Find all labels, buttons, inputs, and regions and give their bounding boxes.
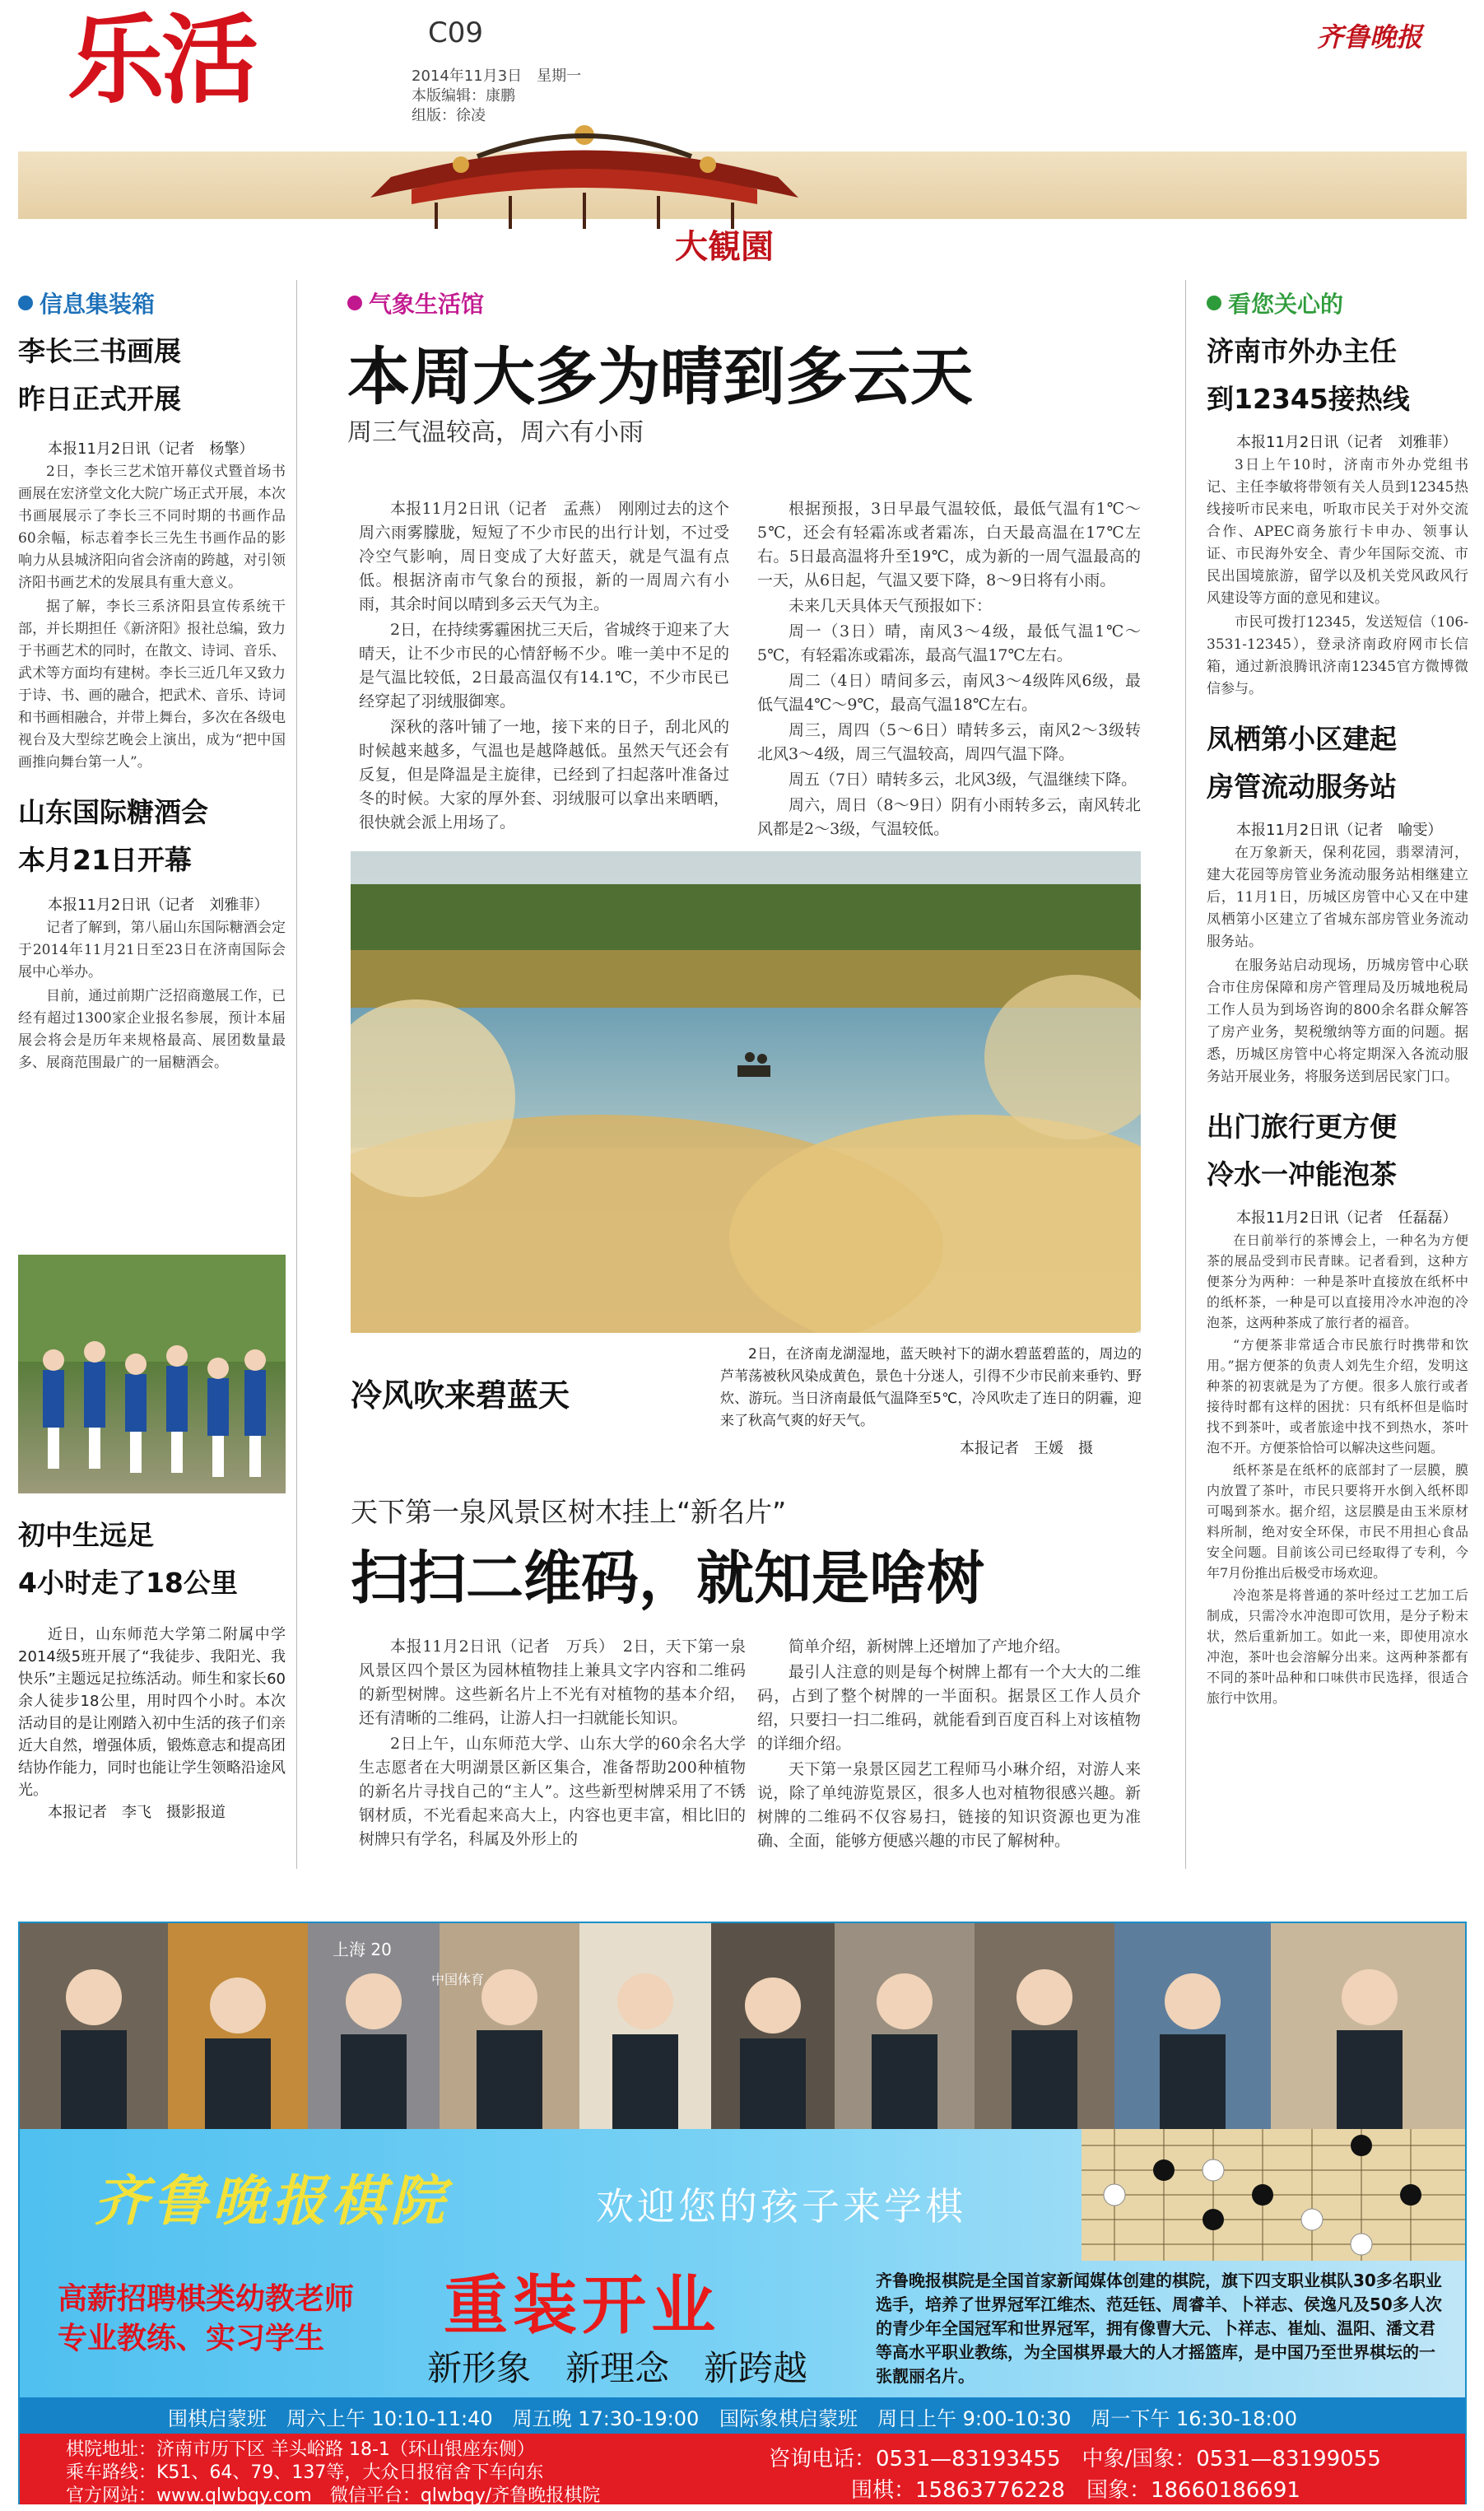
ad-recruit-line-2: 专业教练、实习学生 [58, 2322, 325, 2355]
issue-date: 2014年11月3日 星期一 [412, 68, 582, 85]
hiking-students-photo [18, 1255, 286, 1493]
right-column [1207, 287, 1468, 1710]
ad-grand-opening: 重装开业 [444, 2269, 721, 2343]
photo-credit: 本报记者 王媛 摄 [960, 1440, 1093, 1457]
article-byline: 本报11月2日讯（记者 任磊磊） [1236, 1209, 1458, 1227]
pavilion-roof-illustration [362, 99, 807, 231]
left-column-lower [18, 1512, 286, 1824]
photo-label: 中国体育 [431, 1972, 485, 1987]
chess-academy-ad [18, 1922, 1467, 2504]
article-body: 记者了解到，第八届山东国际糖酒会定于2014年11月21日至23日在济南国际会展中心举办。 目前，通过前期广泛招商邀展工作，已经有超过1300家企业报名参展，预计本届展会将会是历年来规格最高、展团数量最多、展商范围最广的一届糖酒会。 [18, 920, 286, 1071]
article-headline: 凤栖第小区建起 房管流动服务站 [1207, 723, 1397, 803]
photo-label: 上海 20 [333, 1940, 392, 1959]
ad-photo-strip [20, 1923, 1465, 2129]
photo-credit: 本报记者 李飞 摄影报道 [48, 1804, 226, 1821]
ad-phone-mobile: 围棋：15863776228 国象：18660186691 [851, 2478, 1300, 2503]
article-headline: 山东国际糖酒会 本月21日开幕 [18, 796, 208, 876]
article-body: 在万象新天，保利花园，翡翠清河，建大花园等房管业务流动服务站相继建立后，11月1日，历城区房管中心又在中建凤栖第小区建立了省城东部房管业务流动服务站。 在服务站启动现场，历城房管中心联合市住房保障和房产管理局及历城地税局工作人员为到场咨询的800余名群众解答了房产业务，契税缴纳等方面的问题。据悉，历城区房管中心将定期深入各流动服务站开展业务，将服务送到居民家门口。 [1207, 845, 1468, 1085]
left-column [18, 287, 286, 1076]
ad-website: 官方网站：www.qlwbqy.com 微信平台：qlwbqy/齐鲁晚报棋院 [66, 2485, 601, 2506]
ad-main-panel [20, 2129, 1465, 2397]
qr-col-2: 简单介绍，新树牌上还增加了产地介绍。 最引人注意的则是每个树牌上都有一个大大的二维码，占到了整个树牌的一半面积。据景区工作人员介绍，只要扫一扫二维码，就能看到百度百科上对该植物的详细介绍。 天下第一泉景区园艺工程师马小琳介绍，对游人来说，除了单纯游览景区，很多人也对植物很感兴趣。新树牌的二维码不仅容易扫，链接的知识资源也更为准确、全面，能够方便感兴趣的市民了解树种。 [757, 1638, 1141, 1850]
ad-contact-bar [20, 2434, 1465, 2504]
photo-headline: 冷风吹来碧蓝天 [351, 1377, 570, 1414]
section-tag-weather [347, 287, 1137, 319]
weather-col-2: 根据预报，3日早最气温较低，最低气温有1℃～5℃，还会有轻霜冻或者霜冻，白天最高温在17℃左右。5日最高温将升至19℃，成为新的一周气温最高的一天，从6日起，气温又要下降，8～9日将有小雨。 未来几天具体天气预报如下： 周一（3日）晴，南风3～4级，最低气温1℃～5℃，有轻霜冻或霜冻，最高气温17℃左右。 周二（4日）晴间多云，南风3～4级阵风6级，最低气温4℃～9℃，最高气温18℃左右。 周三，周四（5～6日）晴转多云，南风2～3级转北风3～4级，周三气温较高，周四气温下降。 周五（7日）晴转多云，北风3级，气温继续下降。 周六，周日（8～9日）阴有小雨转多云，南风转北风都是2～3级，气温较低。 [757, 500, 1141, 838]
section-tag-label: 气象生活馆 [369, 291, 485, 318]
masthead [0, 0, 1484, 266]
section-tag-info [18, 287, 286, 319]
ad-blurb: 齐鲁晚报棋院是全国首家新闻媒体创建的棋院，旗下四支职业棋队30多名职业选手，培养了世界冠军江维杰、范廷钰、周睿羊、卜祥志、侯逸凡及50多人次的青少年全国冠军和世界冠军，拥有像曹大元、卜祥志、崔灿、温阳、潘文君等高水平职业教练，为全国棋界最大的人才摇篮库，是中国乃至世界棋坛的一张靓丽名片。 [876, 2271, 1442, 2386]
ad-bus-route: 乘车路线：K51、64、79、137等，大众日报宿舍下车向东 [66, 2462, 544, 2483]
column-divider [1185, 280, 1186, 1869]
layout-credit: 组版：徐凌 [412, 107, 486, 124]
qr-col-1: 本报11月2日讯（记者 万兵） 2日，天下第一泉风景区四个景区为园林植物挂上兼具文字内容和二维码的新型树牌。这些新名片上不光有对植物的基本介绍，还有清晰的二维码，让游人扫一扫就能长知识。 2日上午，山东师范大学、山东大学的60余名大学生志愿者在大明湖景区新区集合，准备帮助200种植物的新名片寻找自己的“主人”。这些新型树牌采用了不锈钢材质，不光看起来高大上，内容也更丰富，相比旧的树牌只有学名，科属及外形上的 [359, 1638, 746, 1848]
weather-col-1: 本报11月2日讯（记者 孟燕） 刚刚过去的这个周六雨雾朦胧，短短了不少市民的出行计划，不过受冷空气影响，周日变成了大好蓝天，就是气温有点低。根据济南市气象台的预报，新的一周周六有小雨，其余时间以晴到多云天气为主。 2日，在持续雾霾困扰三天后，省城终于迎来了大晴天，让不少市民的心情舒畅不少。唯一美中不足的是气温比较低，2日最高温仅有14.1℃，不少市民已经穿起了羽绒服御寒。 深秋的落叶铺了一地，接下来的日子，刮北风的时候越来越多，气温也是越降越低。虽然天气还会有反复，但是降温是主旋律，已经到了扫起落叶准备过冬的时候。大家的厚外套、羽绒服可以拿出来晒晒，很快就会派上用场了。 [359, 500, 729, 832]
paper-logo: 齐鲁晚报 [1317, 21, 1423, 53]
qr-headline: 扫扫二维码，就知是啥树 [351, 1544, 984, 1612]
wetland-photo [351, 851, 1141, 1333]
article-byline: 本报11月2日讯（记者 刘雅菲） [1236, 434, 1458, 451]
article-headline: 李长三书画展 昨日正式开展 [18, 335, 181, 415]
article-byline: 本报11月2日讯（记者 杨擎） [48, 440, 254, 458]
section-tag-label: 看您关心的 [1228, 291, 1344, 318]
bullet-dot-icon [347, 296, 362, 310]
center-column [347, 287, 1137, 451]
photo-caption: 2日，在济南龙湖湿地，蓝天映衬下的湖水碧蓝碧蓝的，周边的芦苇荡被秋风染成黄色，景色十分迷人，引得不少市民前来垂钓、野炊、游玩。当日济南最低气温降至5℃，冷风吹走了连日的阴霾，迎来了秋高气爽的好天气。 [720, 1346, 1142, 1429]
ad-schedule-bar [20, 2397, 1465, 2434]
article-byline: 本报11月2日讯（记者 刘雅菲） [48, 897, 269, 914]
bullet-dot-icon [18, 296, 33, 310]
ad-class-chess: 国际象棋启蒙班 周日上午 9:00-10:30 周一下午 16:30-18:00 [719, 2407, 1297, 2430]
ad-recruit-line-1: 高薪招聘棋类幼教老师 [58, 2282, 355, 2316]
ad-welcome: 欢迎您的孩子来学棋 [596, 2184, 966, 2229]
article-headline: 初中生远足 4小时走了18公里 [18, 1519, 238, 1599]
ad-slogan: 新形象 新理念 新跨越 [427, 2348, 808, 2388]
ad-class-go: 围棋启蒙班 周六上午 10:10-11:40 周五晚 17:30-19:00 [168, 2407, 700, 2430]
ad-phone-main: 咨询电话：0531—83193455 中象/国象：0531—83199055 [769, 2447, 1381, 2471]
main-subhead: 周三气温较高，周六有小雨 [347, 418, 644, 447]
column-divider [296, 280, 297, 1869]
section-tag-concern [1207, 287, 1468, 319]
banner-title: 大観園 [675, 227, 774, 266]
editor: 本版编辑：康鹏 [412, 87, 515, 105]
ad-address: 棋院地址：济南市历下区 羊头峪路 18-1（环山银座东侧） [66, 2439, 535, 2460]
article-body: 近日，山东师范大学第二附属中学2014级5班开展了“我徒步、我阳光、我快乐”主题远足拉练活动。师生和家长60余人徒步18公里，用时四个小时。本次活动目的是让刚踏入初中生活的孩子们亲近大自然，增强体质，锻炼意志和提高团结协作能力，同时也能让学生领略沿途风光。 [18, 1626, 286, 1799]
main-headline: 本周大多为晴到多云天 [347, 340, 973, 413]
bullet-dot-icon [1207, 296, 1221, 310]
article-headline: 济南市外办主任 到12345接热线 [1207, 335, 1410, 415]
section-tag-label: 信息集装箱 [40, 291, 156, 318]
article-byline: 本报11月2日讯（记者 喻雯） [1236, 822, 1443, 839]
article-headline: 出门旅行更方便 冷水一冲能泡茶 [1207, 1111, 1397, 1190]
article-body: 3日上午10时，济南市外办党组书记、主任李敏将带领有关人员到12345热线接听市民来电，听取市民关于对外交流合作、APEC商务旅行卡申办、领事认证、市民海外安全、青少年国际交流、市民出国境旅游，留学以及机关党风政风行风建设等方面的意见和建议。 市民可拨打12345，发送短信（106-3531-12345），登录济南政府网市长信箱，通过新浪腾讯济南12345官方微博微信参与。 [1207, 457, 1468, 697]
ad-title: 齐鲁晚报棋院 [94, 2169, 449, 2233]
section-title: 乐活 [67, 3, 256, 117]
qr-kicker: 天下第一泉风景区树木挂上“新名片” [351, 1496, 787, 1528]
page-number: C09 [428, 16, 484, 49]
article-body: 在日前举行的茶博会上，一种名为方便茶的展品受到市民青睐。记者看到，这种方便茶分为两种：一种是茶叶直接放在纸杯中的纸杯茶，一种是可以直接用冷水冲泡的冷泡茶，这两种茶成了旅行者的福音。 “方便茶非常适合市民旅行时携带和饮用。”据方便茶的负责人刘先生介绍，发明这种茶的初衷就是为了方便。很多人旅行或者接待时都有这样的困扰：只有纸杯但是临时找不到茶叶，或者旅途中找不到热水，茶叶泡不开。方便茶恰恰可以解决这些问题。 纸杯茶是在纸杯的底部封了一层膜，膜内放置了茶叶，市民只要将开水倒入纸杯即可喝到茶水。据介绍，这层膜是由玉米原材料所制，绝对安全环保，市民不用担心食品安全问题。目前该公司已经取得了专利，今年7月份推出后极受市场欢迎。 冷泡茶是将普通的茶叶经过工艺加工后制成，只需冷水冲泡即可饮用，是分子粉末状，然后重新加工。如此一来，即使用凉水冲泡，茶叶也会溶解分出来。这两种茶都有不同的茶叶品种和口味供市民选择，很适合旅行中饮用。 [1207, 1232, 1468, 1706]
article-body: 2日，李长三艺术馆开幕仪式暨首场书画展在宏济堂文化大院广场正式开展，本次书画展展示了李长三不同时期的书画作品60余幅，标志着李长三先生书画作品的影响力从县城济阳向省会济南的跨越，对引领济阳书画艺术的发展具有重大意义。 据了解，李长三系济阳县宣传系统干部，并长期担任《新济阳》报社总编，致力于书画艺术的同时，在散文、诗词、音乐、武术等方面均有建树。李长三近几年又致力于诗、书、画的融合，把武术、音乐、诗词和书画相融合，并带上舞台，多次在各级电视台及大型综艺晚会上演出，成为“把中国画推向舞台第一人”。 [18, 464, 286, 771]
